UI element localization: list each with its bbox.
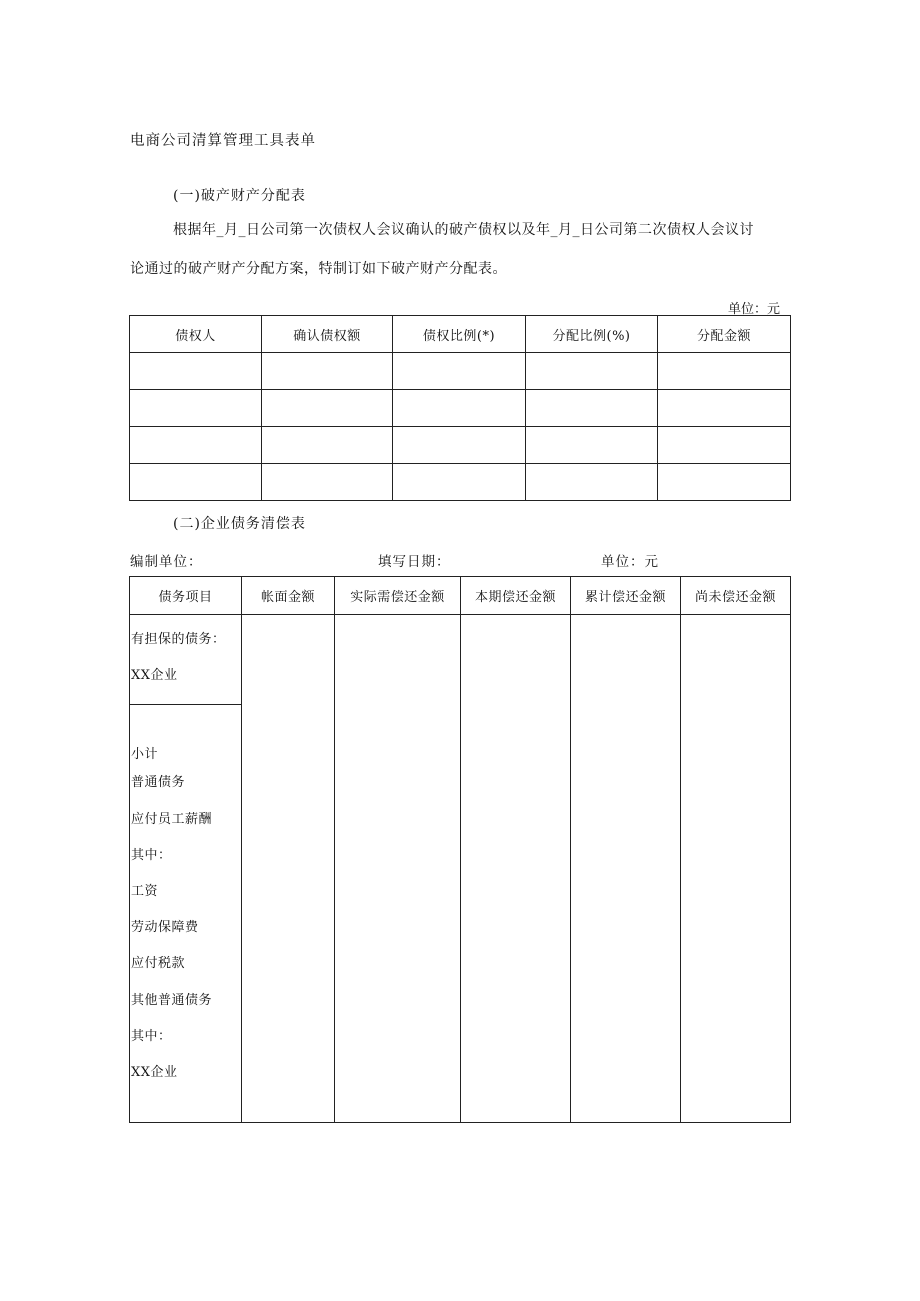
date-label: 填写日期：: [378, 554, 451, 570]
table-row: [130, 427, 791, 464]
header-outstanding: 尚未偿还金额: [681, 577, 791, 615]
compiler-label: 编制单位：: [130, 554, 203, 570]
table-cell[interactable]: [393, 464, 526, 501]
header-claim-ratio: 债权比例(*): [393, 316, 526, 353]
list-item: 其中：: [131, 1029, 172, 1044]
list-item: 有担保的债务：: [131, 632, 226, 647]
book-amount-cell[interactable]: [242, 615, 335, 1123]
table-header-row: [130, 577, 791, 615]
section1-heading: (一)破产财产分配表: [173, 188, 306, 204]
table-header-row: [130, 316, 791, 353]
table-row: [130, 615, 791, 1123]
section2-unit-label: 单位：元: [601, 554, 659, 570]
table-cell[interactable]: [393, 427, 526, 464]
header-cumulative-repayment: 累计偿还金额: [571, 577, 681, 615]
actual-repayment-cell[interactable]: [335, 615, 461, 1123]
table-cell[interactable]: [526, 464, 658, 501]
table-cell[interactable]: [526, 427, 658, 464]
table-cell[interactable]: [393, 390, 526, 427]
table-cell[interactable]: [526, 353, 658, 390]
table-cell[interactable]: [130, 427, 262, 464]
debt-repayment-table: [129, 576, 791, 1123]
table-cell[interactable]: [262, 390, 393, 427]
header-confirmed-claim: 确认债权额: [262, 316, 393, 353]
table-cell[interactable]: [658, 353, 791, 390]
table-cell[interactable]: [393, 353, 526, 390]
table-cell[interactable]: [262, 427, 393, 464]
table-cell[interactable]: [130, 353, 262, 390]
current-repayment-cell[interactable]: [461, 615, 571, 1123]
list-item: 应付税款: [131, 956, 186, 971]
table-cell[interactable]: [526, 390, 658, 427]
list-item: 普通债务: [131, 775, 186, 790]
list-item: 小计: [131, 747, 159, 762]
table-cell[interactable]: [658, 464, 791, 501]
list-item: 工资: [131, 884, 159, 899]
outstanding-cell[interactable]: [681, 615, 791, 1123]
list-item: XX企业: [131, 1065, 178, 1080]
cumulative-repayment-cell[interactable]: [571, 615, 681, 1123]
section1-paragraph-line1: 根据年_月_日公司第一次债权人会议确认的破产债权以及年_月_日公司第二次债权人会议讨: [173, 222, 754, 238]
section1-unit-label: 单位：元: [727, 302, 780, 317]
table-cell[interactable]: [130, 464, 262, 501]
table-cell[interactable]: [658, 390, 791, 427]
debt-items-cell: [130, 615, 242, 1123]
table-row: [130, 390, 791, 427]
table-cell[interactable]: [262, 353, 393, 390]
header-actual-repayment: 实际需偿还金额: [335, 577, 461, 615]
header-distribution-amount: 分配金额: [658, 316, 791, 353]
table-row: [130, 353, 791, 390]
table-cell[interactable]: [262, 464, 393, 501]
section1-paragraph-line2: 论通过的破产财产分配方案，特制订如下破产财产分配表。: [130, 261, 507, 277]
header-debt-item: 债务项目: [130, 577, 242, 615]
table-cell[interactable]: [130, 390, 262, 427]
property-distribution-table: [129, 315, 791, 501]
row-divider: [130, 704, 241, 705]
document-title: 电商公司清算管理工具表单: [130, 133, 316, 149]
debt-items-list: [130, 615, 241, 1122]
list-item: 其他普通债务: [131, 993, 213, 1008]
header-current-repayment: 本期偿还金额: [461, 577, 571, 615]
header-creditor: 债权人: [130, 316, 262, 353]
table-cell[interactable]: [658, 427, 791, 464]
header-book-amount: 帐面金额: [242, 577, 335, 615]
list-item: 劳动保障费: [131, 920, 199, 935]
header-distribution-ratio: 分配比例(%): [526, 316, 658, 353]
list-item: 其中：: [131, 848, 172, 863]
list-item: XX企业: [131, 668, 178, 683]
list-item: 应付员工薪酬: [131, 812, 213, 827]
section2-heading: (二)企业债务清偿表: [173, 516, 306, 532]
table-row: [130, 464, 791, 501]
